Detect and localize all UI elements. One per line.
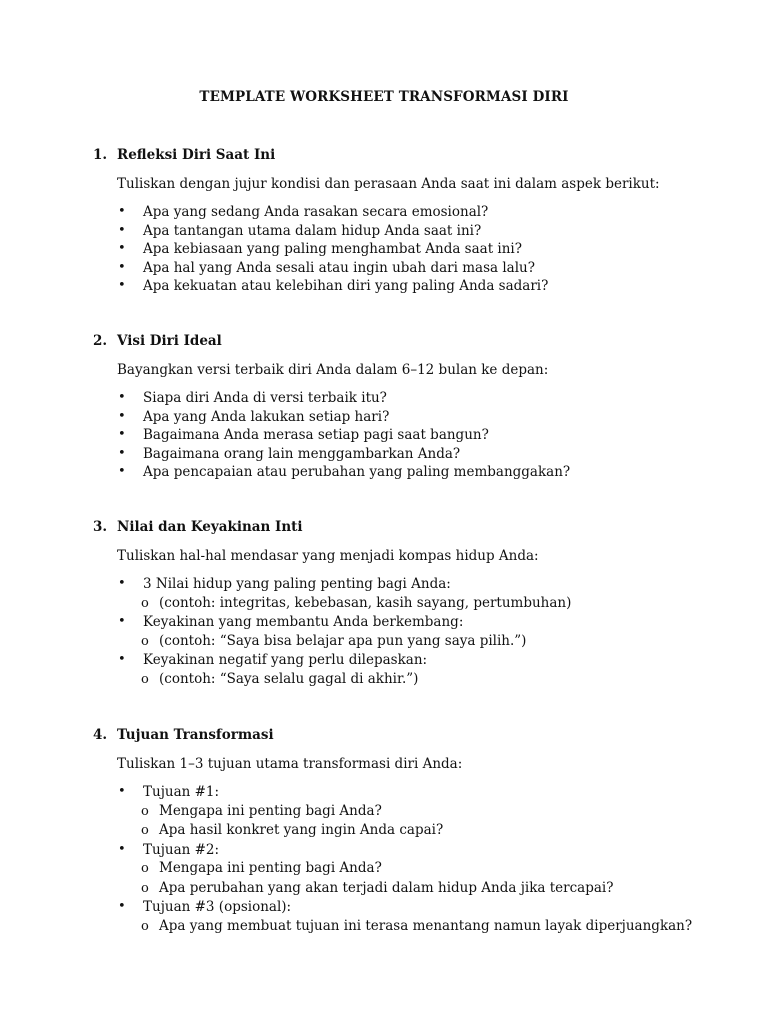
list-item (93, 575, 733, 613)
sub-list-item (141, 802, 733, 822)
section-intro: Tuliskan 1–3 tujuan utama transformasi diri Anda: (117, 756, 463, 772)
section-heading (93, 517, 733, 537)
section-heading (93, 331, 733, 351)
list-item (93, 445, 733, 464)
list-item-text: Tujuan #2: (143, 841, 220, 858)
list-item-text: Tujuan #1: (143, 784, 220, 800)
list-item-text: Apa hal yang Anda sesali atau ingin ubah dari masa lalu? (143, 259, 535, 276)
section-4 (93, 725, 733, 936)
list-item (93, 222, 733, 241)
circle-bullet-icon: o (141, 595, 149, 611)
list-item (93, 408, 733, 427)
bullet-icon: • (118, 408, 126, 424)
section-title: Tujuan Transformasi (117, 727, 274, 743)
circle-bullet-icon: o (141, 880, 149, 896)
list-item-text: Apa pencapaian atau perubahan yang paling membanggakan? (143, 464, 571, 481)
section-heading (93, 145, 733, 165)
section-number: 3. (93, 519, 108, 535)
bullet-icon: • (118, 784, 126, 799)
list-item-text: Tujuan #3 (opsional): (143, 899, 292, 916)
section-1 (93, 145, 733, 296)
list-item (93, 240, 733, 259)
section-number: 4. (93, 727, 108, 743)
section-title: Visi Diri Ideal (117, 333, 222, 349)
list-item (93, 259, 733, 278)
circle-bullet-icon: o (141, 671, 149, 687)
list-item (93, 277, 733, 296)
list-item (93, 898, 733, 936)
list-item-text: Apa yang sedang Anda rasakan secara emosional? (143, 204, 489, 220)
sub-list-item (141, 879, 733, 899)
sub-list-item-text: Apa yang membuat tujuan ini terasa menantang namun layak diperjuangkan? (159, 917, 693, 934)
circle-bullet-icon: o (141, 633, 149, 649)
sub-list (143, 670, 733, 690)
section-intro: Tuliskan hal-hal mendasar yang menjadi kompas hidup Anda: (117, 548, 539, 564)
bullet-icon: • (118, 841, 126, 857)
sub-list-item (141, 594, 733, 614)
list-item (93, 841, 733, 899)
bullet-icon: • (118, 390, 126, 405)
sub-list-item-text: Apa hasil konkret yang ingin Anda capai? (159, 822, 444, 839)
sub-list-item-text: (contoh: integritas, kebebasan, kasih sayang, pertumbuhan) (159, 594, 572, 611)
list-item-text: Keyakinan yang membantu Anda berkembang: (143, 614, 464, 631)
bullet-icon: • (118, 576, 126, 591)
bullet-icon: • (118, 464, 126, 480)
bullet-icon: • (118, 652, 126, 668)
list-item-text: Keyakinan negatif yang perlu dilepaskan: (143, 652, 428, 669)
sub-list (143, 859, 733, 898)
bullet-icon: • (118, 241, 126, 257)
list-item (93, 203, 733, 222)
section-title: Refleksi Diri Saat Ini (117, 147, 276, 163)
section-number: 2. (93, 333, 108, 349)
list-item-text: Apa tantangan utama dalam hidup Anda saat ini? (143, 222, 482, 239)
list-item (93, 613, 733, 651)
list-item (93, 783, 733, 841)
section-title: Nilai dan Keyakinan Inti (117, 519, 303, 535)
section-3 (93, 517, 733, 689)
list-item-text: Apa kebiasaan yang paling menghambat Anda saat ini? (143, 241, 522, 258)
sub-list-item-text: Mengapa ini penting bagi Anda? (159, 802, 382, 819)
list-item-text: Bagaimana orang lain menggambarkan Anda? (143, 445, 461, 462)
section-2 (93, 331, 733, 482)
bullet-list (93, 203, 733, 296)
sub-list (143, 917, 733, 937)
list-item (93, 389, 733, 408)
bullet-icon: • (118, 445, 126, 461)
sub-list (143, 632, 733, 652)
bullet-list (93, 575, 733, 689)
bullet-list (93, 783, 733, 936)
sub-list (143, 594, 733, 614)
bullet-icon: • (118, 222, 126, 238)
bullet-icon: • (118, 259, 126, 275)
section-intro: Bayangkan versi terbaik diri Anda dalam 6–12 bulan ke depan: (117, 362, 549, 378)
bullet-list (93, 389, 733, 482)
section-number: 1. (93, 147, 108, 163)
bullet-icon: • (118, 278, 126, 294)
list-item-text: Bagaimana Anda merasa setiap pagi saat bangun? (143, 427, 489, 444)
sub-list-item (141, 632, 733, 652)
sub-list-item-text: (contoh: “Saya selalu gagal di akhir.”) (159, 670, 419, 687)
list-item-text: Apa kekuatan atau kelebihan diri yang paling Anda sadari? (143, 278, 549, 295)
list-item (93, 651, 733, 689)
bullet-icon: • (118, 899, 126, 915)
section-intro: Tuliskan dengan jujur kondisi dan perasaan Anda saat ini dalam aspek berikut: (117, 176, 660, 192)
bullet-icon: • (118, 614, 126, 630)
sub-list-item (141, 670, 733, 690)
list-item-text: Siapa diri Anda di versi terbaik itu? (143, 390, 387, 406)
circle-bullet-icon: o (141, 803, 149, 819)
sub-list (143, 802, 733, 841)
sub-list-item (141, 821, 733, 841)
list-item-text: 3 Nilai hidup yang paling penting bagi Anda: (143, 576, 451, 592)
list-item (93, 426, 733, 445)
list-item (93, 463, 733, 482)
sub-list-item-text: Apa perubahan yang akan terjadi dalam hidup Anda jika tercapai? (159, 879, 614, 896)
bullet-icon: • (118, 427, 126, 443)
circle-bullet-icon: o (141, 861, 149, 877)
circle-bullet-icon: o (141, 918, 149, 934)
sub-list-item (141, 917, 733, 937)
section-heading (93, 725, 733, 745)
document-title: TEMPLATE WORKSHEET TRANSFORMASI DIRI (199, 89, 569, 105)
list-item-text: Apa yang Anda lakukan setiap hari? (143, 408, 390, 425)
circle-bullet-icon: o (141, 823, 149, 839)
sub-list-item (141, 859, 733, 879)
sub-list-item-text: Mengapa ini penting bagi Anda? (159, 860, 382, 877)
sub-list-item-text: (contoh: “Saya bisa belajar apa pun yang saya pilih.”) (159, 632, 527, 649)
bullet-icon: • (118, 204, 126, 219)
